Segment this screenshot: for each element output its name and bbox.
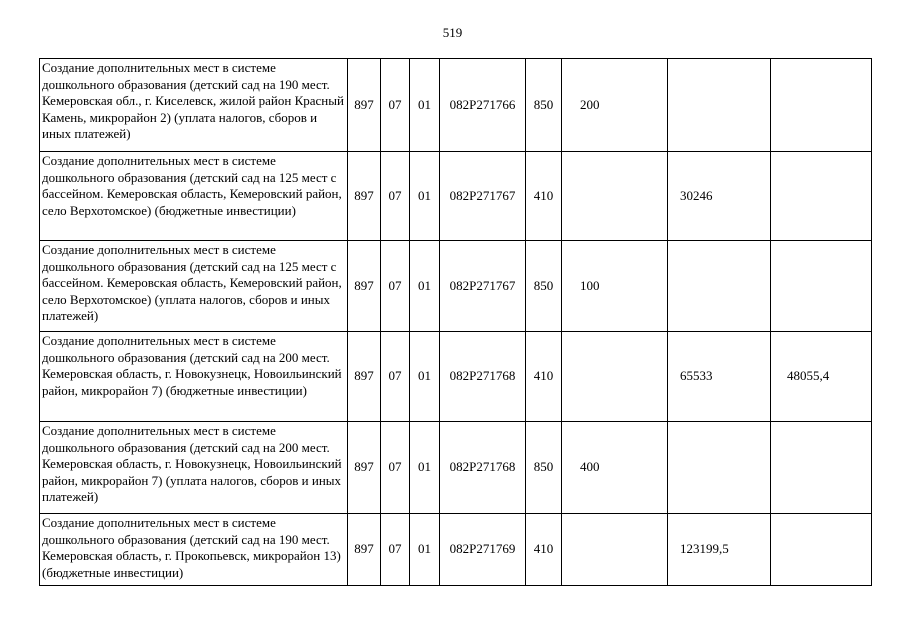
table-row <box>40 59 872 152</box>
expense-type-cell: 410 <box>526 332 562 422</box>
target-article-cell: 082P271768 <box>440 422 526 514</box>
gr-code-cell: 897 <box>348 422 381 514</box>
page-number: 519 <box>442 25 463 40</box>
target-article-cell: 082P271769 <box>440 514 526 586</box>
table-row <box>40 332 872 422</box>
section-code-cell: 07 <box>381 152 410 241</box>
table-row <box>40 422 872 514</box>
target-article-cell: 082P271767 <box>440 152 526 241</box>
section-code-cell: 07 <box>381 332 410 422</box>
gr-code-cell: 897 <box>348 152 381 241</box>
description-cell: Создание дополнительных мест в системе дошкольного образования (детский сад на 125 мест с бассейном. Кемеровская область, Кемеровский район, село Верхотомское) (бюджетные инвестиции) <box>40 152 348 241</box>
section-code-cell: 07 <box>381 59 410 152</box>
subsection-code-cell: 01 <box>410 332 440 422</box>
amount-cell-2 <box>668 241 771 332</box>
description-cell: Создание дополнительных мест в системе дошкольного образования (детский сад на 190 мест. Кемеровская обл., г. Киселевск, жилой район Красный Камень, микрорайон 2) (уплата налогов, сборов и иных платежей) <box>40 59 348 152</box>
description-cell: Создание дополнительных мест в системе дошкольного образования (детский сад на 200 мест. Кемеровская область, г. Новокузнецк, Новоильинский район, микрорайон 7) (бюджетные инвестиции) <box>40 332 348 422</box>
description-cell: Создание дополнительных мест в системе дошкольного образования (детский сад на 200 мест. Кемеровская область, г. Новокузнецк, Новоильинский район, микрорайон 7) (уплата налогов, сборов и иных платежей) <box>40 422 348 514</box>
gr-code-cell: 897 <box>348 332 381 422</box>
amount-cell-1 <box>562 152 668 241</box>
section-code-cell: 07 <box>381 514 410 586</box>
budget-table <box>39 58 872 586</box>
amount-cell-2: 65533 <box>668 332 771 422</box>
amount-cell-2: 30246 <box>668 152 771 241</box>
table-row <box>40 514 872 586</box>
subsection-code-cell: 01 <box>410 152 440 241</box>
amount-cell-3 <box>771 422 872 514</box>
target-article-cell: 082P271767 <box>440 241 526 332</box>
subsection-code-cell: 01 <box>410 422 440 514</box>
expense-type-cell: 410 <box>526 152 562 241</box>
amount-cell-2: 123199,5 <box>668 514 771 586</box>
target-article-cell: 082P271766 <box>440 59 526 152</box>
gr-code-cell: 897 <box>348 241 381 332</box>
amount-cell-3: 48055,4 <box>771 332 872 422</box>
table-row <box>40 241 872 332</box>
amount-cell-3 <box>771 59 872 152</box>
amount-cell-3 <box>771 241 872 332</box>
section-code-cell: 07 <box>381 422 410 514</box>
amount-cell-1 <box>562 514 668 586</box>
gr-code-cell: 897 <box>348 514 381 586</box>
expense-type-cell: 850 <box>526 59 562 152</box>
expense-type-cell: 850 <box>526 422 562 514</box>
amount-cell-3 <box>771 514 872 586</box>
amount-cell-1: 200 <box>562 59 668 152</box>
section-code-cell: 07 <box>381 241 410 332</box>
amount-cell-1 <box>562 332 668 422</box>
target-article-cell: 082P271768 <box>440 332 526 422</box>
subsection-code-cell: 01 <box>410 241 440 332</box>
amount-cell-2 <box>668 422 771 514</box>
subsection-code-cell: 01 <box>410 514 440 586</box>
amount-cell-3 <box>771 152 872 241</box>
expense-type-cell: 410 <box>526 514 562 586</box>
description-cell: Создание дополнительных мест в системе дошкольного образования (детский сад на 125 мест с бассейном. Кемеровская область, Кемеровский район, село Верхотомское) (уплата налогов, сборов и иных платежей) <box>40 241 348 332</box>
table-row <box>40 152 872 241</box>
expense-type-cell: 850 <box>526 241 562 332</box>
amount-cell-1: 100 <box>562 241 668 332</box>
amount-cell-2 <box>668 59 771 152</box>
subsection-code-cell: 01 <box>410 59 440 152</box>
description-cell: Создание дополнительных мест в системе дошкольного образования (детский сад на 190 мест. Кемеровская область, г. Прокопьевск, микрорайон 13) (бюджетные инвестиции) <box>40 514 348 586</box>
gr-code-cell: 897 <box>348 59 381 152</box>
amount-cell-1: 400 <box>562 422 668 514</box>
